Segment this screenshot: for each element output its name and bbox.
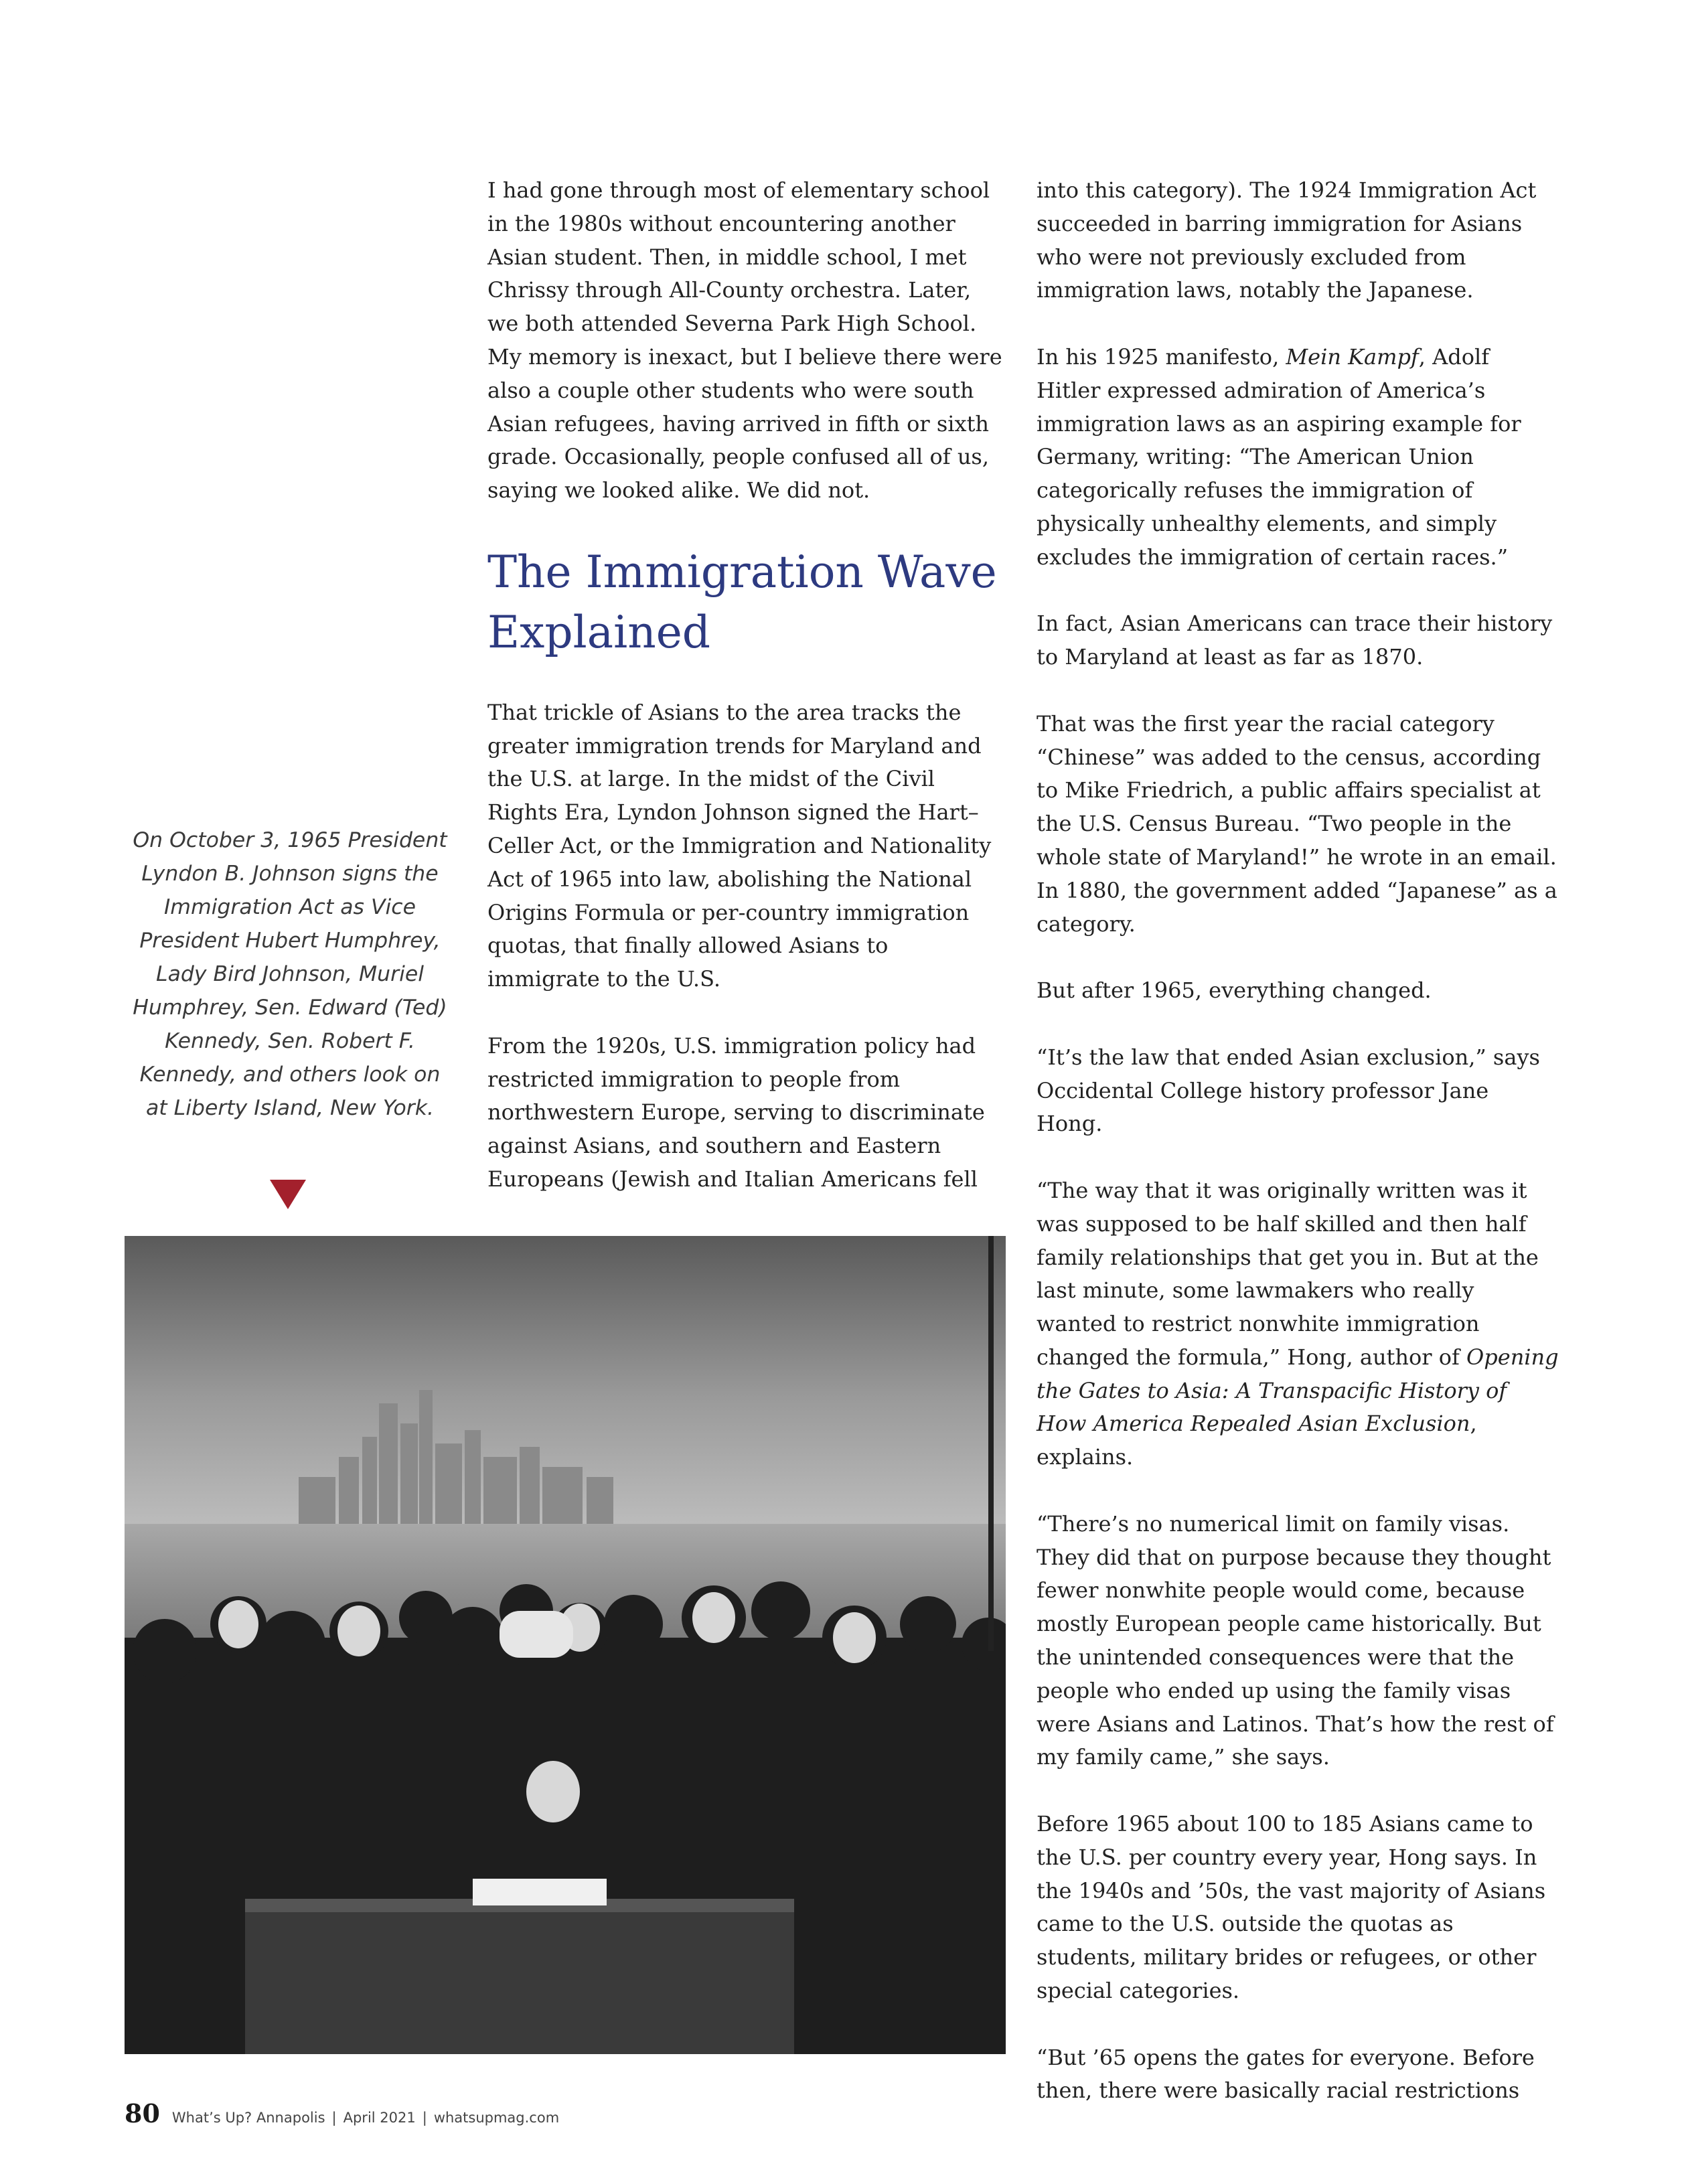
article-column-right xyxy=(1037,174,1559,2108)
photo-caption: On October 3, 1965 President Lyndon B. Johnson signs the Immigration Act as Vice President Hubert Humphrey, Lady Bird Johnson, Muriel Humphrey, Sen. Edward (Ted) Kennedy, Sen. Robert F. Kennedy, and others look on at Liberty Island, New York. xyxy=(133,828,447,1120)
paragraph: “It’s the law that ended Asian exclusion,” says Occidental College history professor Jane Hong. xyxy=(1037,1044,1540,1137)
paragraph: “But ’65 opens the gates for everyone. Before then, there were basically racial restrictions xyxy=(1037,2044,1535,2104)
page-footer xyxy=(125,2098,559,2128)
article-column-middle xyxy=(487,174,1003,1196)
footer-info xyxy=(172,2110,559,2126)
text-run: , Adolf Hitler expressed admiration of America’s immigration laws as an aspiring example for Germany, writing: “The American Union categorically refuses the immigration of physically unhealthy elements, and simply excludes the immigration of certain races.” xyxy=(1037,343,1521,570)
paragraph: That trickle of Asians to the area tracks the greater immigration trends for Maryland and the U.S. at large. In the midst of the Civil Rights Era, Lyndon Johnson signed the Hart–Celler Act, or the Immigration and Nationality Act of 1965 into law, abolishing the National Origins Formula or per-country immigration quotas, that finally allowed Asians to immigrate to the U.S. xyxy=(487,699,992,992)
text-run: In his 1925 manifesto, xyxy=(1037,343,1286,370)
photo-illustration xyxy=(125,1236,1006,2054)
footer-separator: | xyxy=(422,2110,427,2126)
page-number: 80 xyxy=(125,2098,160,2128)
paragraph: But after 1965, everything changed. xyxy=(1037,978,1432,1004)
text-run: “The way that it was originally written was it was supposed to be half skilled and then half family relationships that get you in. But at the last minute, some lawmakers who really wanted to restrict nonwhite immigration changed the formula,” Hong, author of xyxy=(1037,1177,1539,1370)
paragraph: I had gone through most of elementary school in the 1980s without encountering another Asian student. Then, in middle school, I met Chrissy through All-County orchestra. Later, we both attended Severna Park High School. My memory is inexact, but I believe there were also a couple other students who were south Asian refugees, having arrived in fifth or sixth grade. Occasionally, people confused all of us, saying we looked alike. We did not. xyxy=(487,177,1002,503)
text-run: , explains. xyxy=(1037,1411,1477,1470)
paragraph: Before 1965 about 100 to 185 Asians came to the U.S. per country every year, Hong says. In the 1940s and ’50s, the vast majority of Asians came to the U.S. outside the quotas as students, military brides or refugees, or other special categories. xyxy=(1037,1811,1546,2004)
publication-name: What’s Up? Annapolis xyxy=(171,2110,325,2126)
historical-photo xyxy=(125,1236,1006,2054)
paragraph: into this category). The 1924 Immigration Act succeeded in barring immigration for Asians who were not previously excluded from immigration laws, notably the Japanese. xyxy=(1037,177,1537,303)
issue-date: April 2021 xyxy=(343,2110,416,2126)
paragraph: That was the first year the racial category “Chinese” was added to the census, according to Mike Friedrich, a public affairs specialist at the U.S. Census Bureau. “Two people in the whole state of Maryland!” he wrote in an email. In 1880, the government added “Japanese” as a category. xyxy=(1037,710,1557,937)
section-heading: The Immigration Wave Explained xyxy=(487,546,997,658)
paragraph xyxy=(1037,1174,1559,1474)
paragraph xyxy=(1037,341,1559,574)
paragraph: From the 1920s, U.S. immigration policy had restricted immigration to people from northwestern Europe, serving to discriminate against Asians, and southern and Eastern Europeans (Jewish and Italian Americans fell xyxy=(487,1032,985,1192)
caption-arrow-icon xyxy=(270,1180,306,1209)
book-title: Mein Kampf xyxy=(1286,343,1419,370)
paragraph: “There’s no numerical limit on family visas. They did that on purpose because they thought fewer nonwhite people would come, because mostly European people came historically. But the unintended consequences were that the people who ended up using the family visas were Asians and Latinos. That’s how the rest of my family came,” she says. xyxy=(1037,1510,1554,1770)
website: whatsupmag.com xyxy=(433,2110,560,2126)
footer-separator: | xyxy=(331,2110,337,2126)
book-title: Opening the Gates to Asia: A Transpacific History of How America Repealed Asian Exclusion xyxy=(1037,1344,1559,1437)
paragraph: In fact, Asian Americans can trace their history to Maryland at least as far as 1870. xyxy=(1037,611,1553,670)
